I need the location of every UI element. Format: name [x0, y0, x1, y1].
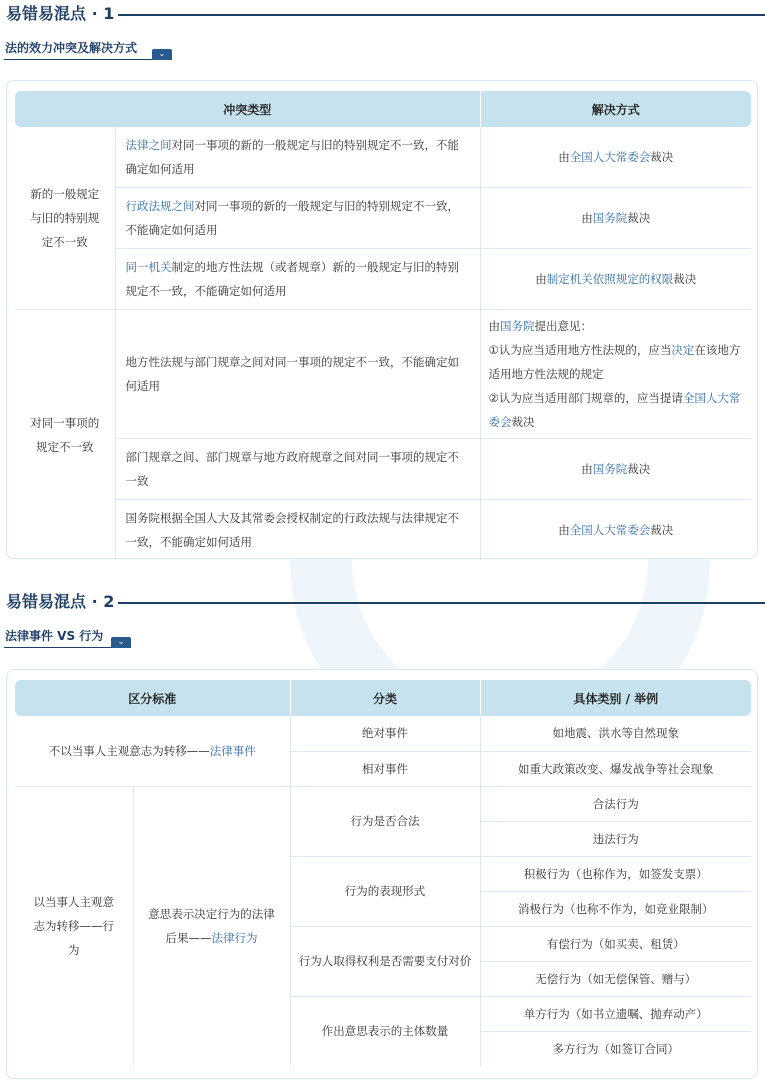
res-text: 裁决: [627, 462, 651, 476]
resolution-cell: [480, 249, 751, 310]
section2-title: 易错易混点 · 2: [6, 592, 115, 611]
section2-panel: [6, 669, 758, 1079]
section1-subheader: [0, 40, 175, 62]
table-row: [15, 310, 751, 439]
example-cell: 如地震、洪水等自然现象: [480, 716, 751, 751]
header-resolution: 解决方式: [480, 91, 751, 127]
res-text: 裁决: [627, 211, 651, 225]
chevron-down-icon: ⌄: [111, 637, 131, 648]
section1-title: 易错易混点 · 1: [6, 4, 115, 23]
table-row: [15, 249, 751, 310]
category-cell: 行为是否合法: [290, 786, 480, 856]
table-row: [15, 716, 751, 751]
highlight-text: 决定: [671, 343, 695, 357]
conflict-desc: [115, 188, 480, 249]
highlight-text: 法律之间: [125, 138, 172, 152]
example-cell: 如重大政策改变、爆发战争等社会现象: [480, 751, 751, 786]
table-row: [15, 439, 751, 500]
conflict-desc: 部门规章之间、部门规章与地方政府规章之间对同一事项的规定不一致: [115, 439, 480, 500]
resolution-cell: [480, 188, 751, 249]
table-row: [15, 786, 751, 821]
section1-panel: [6, 80, 758, 559]
table-row: [15, 127, 751, 188]
event-act-table: [15, 680, 751, 1066]
highlight-text: 制定机关依照规定的权限: [546, 272, 674, 286]
highlight-text: 国务院: [592, 211, 628, 225]
res-text: 在该地方适用地方性法规的规定: [488, 343, 741, 381]
res-text: 由: [535, 272, 547, 286]
standard-cell: [15, 716, 290, 786]
res-line: [489, 386, 744, 434]
table-row: [15, 500, 751, 561]
example-cell: 违法行为: [480, 821, 751, 856]
category-cell: 绝对事件: [290, 716, 480, 751]
example-cell: 单方行为（如书立遗嘱、抛弃动产）: [480, 996, 751, 1031]
res-text: 裁决: [650, 150, 674, 164]
section2-subheader: [0, 628, 135, 650]
res-text: 由: [581, 462, 593, 476]
highlight-text: 法律事件: [209, 743, 256, 758]
res-text: 裁决: [650, 523, 674, 537]
resolution-cell: [480, 439, 751, 500]
desc-text: 对同一事项的新的一般规定与旧的特别规定不一致，不能确定如何适用: [125, 138, 459, 176]
resolution-cell: [480, 310, 751, 439]
res-line: [489, 314, 744, 338]
group-label: 对同一事项的规定不一致: [15, 310, 115, 561]
conflict-desc: [115, 127, 480, 188]
res-line: [489, 338, 744, 386]
table-header-row: [15, 91, 751, 127]
group-label: 新的一般规定与旧的特别规定不一致: [15, 127, 115, 310]
conflict-desc: [115, 249, 480, 310]
desc-text: 对同一事项的新的一般规定与旧的特别规定不一致，不能确定如何适用: [125, 199, 459, 237]
header-category: 分类: [290, 680, 480, 716]
example-cell: 积极行为（也称作为，如签发支票）: [480, 856, 751, 891]
res-text: ②认为应当适用部门规章的，应当提请: [488, 391, 683, 405]
res-text: 裁决: [511, 415, 535, 429]
conflict-table: [15, 91, 751, 560]
category-cell: 作出意思表示的主体数量: [290, 996, 480, 1066]
sub-standard-cell: [133, 786, 290, 1066]
section1-subtitle-underline: [4, 59, 154, 60]
example-cell: 消极行为（也称不作为，如竞业限制）: [480, 891, 751, 926]
highlight-text: 同一机关: [125, 260, 172, 274]
section1-subtitle: 法的效力冲突及解决方式: [5, 41, 138, 55]
res-text: 裁决: [673, 272, 697, 286]
section1-divider: [118, 14, 765, 16]
conflict-desc: 国务院根据全国人大及其常委会授权制定的行政法规与法律规定不一致，不能确定如何适用: [115, 500, 480, 561]
std-text: 不以当事人主观意志为转移——: [48, 743, 210, 758]
category-cell: 相对事件: [290, 751, 480, 786]
section2-divider: [118, 602, 765, 604]
category-cell: 行为的表现形式: [290, 856, 480, 926]
section2-subtitle-underline: [4, 647, 112, 648]
desc-text: 制定的地方性法规（或者规章）新的一般规定与旧的特别规定不一致，不能确定如何适用: [125, 260, 459, 298]
resolution-cell: [480, 500, 751, 561]
example-cell: 多方行为（如签订合同）: [552, 1041, 680, 1056]
res-text: 由: [558, 150, 570, 164]
conflict-desc: 地方性法规与部门规章之间对同一事项的规定不一致，不能确定如何适用: [115, 310, 480, 439]
res-text: 提出意见：: [534, 319, 593, 333]
highlight-text: 全国人大常委会: [488, 391, 741, 429]
highlight-text: 法律行为: [211, 931, 258, 946]
res-text: 由: [488, 319, 501, 333]
example-cell: 有偿行为（如买卖、租赁）: [480, 926, 751, 961]
res-text: ①认为应当适用地方性法规的，应当: [488, 343, 672, 357]
highlight-text: 行政法规之间: [125, 199, 195, 213]
header-examples: 具体类别 / 举例: [480, 680, 751, 716]
table-row: [15, 188, 751, 249]
chevron-down-icon: ⌄: [152, 49, 172, 60]
std-text: 意思表示决定行为的法律后果——: [148, 907, 275, 946]
highlight-text: 全国人大常委会: [569, 150, 651, 164]
res-text: 由: [558, 523, 570, 537]
table-header-row: [15, 680, 751, 716]
header-conflict-type: 冲突类型: [15, 91, 480, 127]
resolution-cell: [480, 127, 751, 188]
highlight-text: 国务院: [500, 319, 535, 333]
category-cell: 行为人取得权利是否需要支付对价: [290, 926, 480, 996]
example-cell: 无偿行为（如无偿保管、赠与）: [480, 961, 751, 996]
highlight-text: 国务院: [592, 462, 628, 476]
example-cell: 合法行为: [480, 786, 751, 821]
highlight-text: 全国人大常委会: [569, 523, 651, 537]
section1-header: [0, 3, 765, 29]
section2-subtitle: 法律事件 VS 行为: [5, 629, 104, 643]
section2-header: [0, 591, 765, 617]
header-standard: 区分标准: [15, 680, 290, 716]
standard-cell: 以当事人主观意志为转移——行为: [15, 786, 133, 1066]
res-text: 由: [581, 211, 593, 225]
